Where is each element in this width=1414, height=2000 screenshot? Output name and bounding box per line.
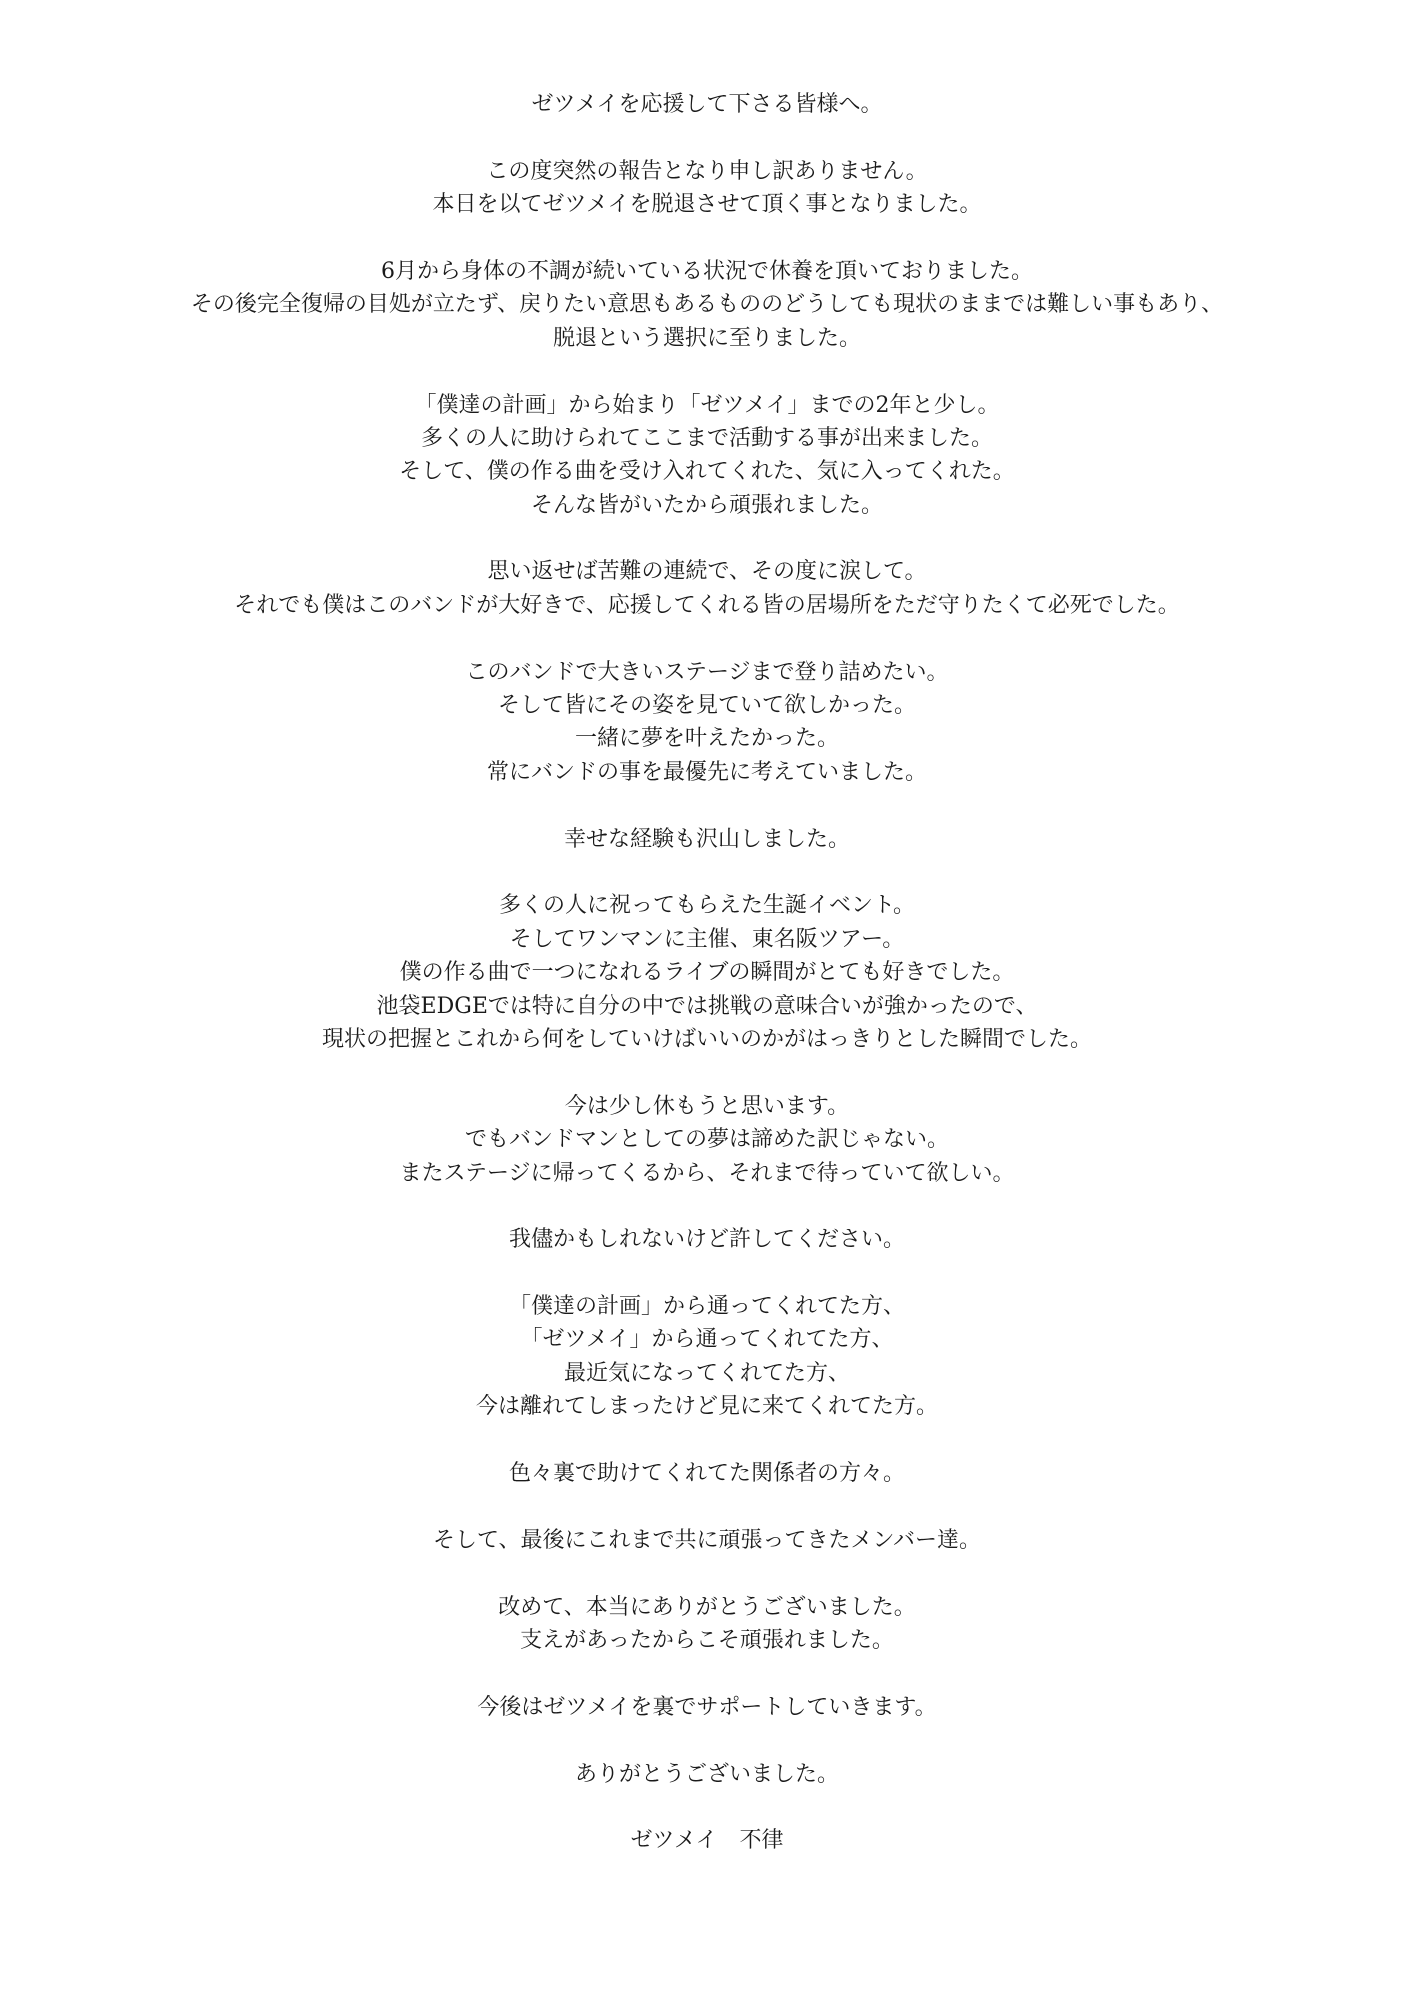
paragraph-future (0, 1691, 1414, 1724)
text-line: 改めて、本当にありがとうございました。 (498, 1594, 916, 1620)
signature (0, 1824, 1414, 1857)
paragraph-history (0, 389, 1414, 523)
text-line: そしてワンマンに主催、東名阪ツアー。 (509, 926, 905, 952)
text-line: そして、最後にこれまで共に頑張ってきたメンバー達。 (432, 1527, 982, 1553)
text-line: 「僕達の計画」から始まり「ゼツメイ」までの2年と少し。 (414, 392, 1000, 418)
text-line: 脱退という選択に至りました。 (552, 325, 861, 351)
paragraph-announcement (0, 155, 1414, 222)
paragraph-dreams (0, 656, 1414, 790)
paragraph-members (0, 1524, 1414, 1557)
text-line: 今は少し休もうと思います。 (564, 1093, 850, 1119)
paragraph-fans (0, 1290, 1414, 1424)
text-line: 僕の作る曲で一つになれるライブの瞬間がとても好きでした。 (399, 960, 1015, 986)
text-line: 思い返せば苦難の連続で、その度に涙して。 (487, 559, 927, 585)
text-line: またステージに帰ってくるから、それまで待っていて欲しい。 (399, 1160, 1015, 1186)
text-line: 最近気になってくれてた方、 (563, 1360, 850, 1386)
letter-body (0, 88, 1414, 1891)
text-line: 多くの人に助けられてここまで活動する事が出来ました。 (420, 425, 993, 451)
text-line: ありがとうございました。 (574, 1761, 839, 1787)
text-line: そして皆にその姿を見ていて欲しかった。 (497, 693, 916, 719)
paragraph-hardships (0, 555, 1414, 622)
text-line: 「僕達の計画」から通ってくれてた方、 (508, 1294, 905, 1320)
text-line: 「ゼツメイ」から通ってくれてた方、 (520, 1327, 894, 1353)
text-line: 色々裏で助けてくれてた関係者の方々。 (508, 1461, 905, 1487)
text-line: 常にバンドの事を最優先に考えていました。 (486, 759, 927, 785)
text-line: 幸せな経験も沢山しました。 (563, 826, 850, 852)
signature-line: ゼツメイ 不律 (630, 1828, 784, 1854)
text-line: 今は離れてしまったけど見に来てくれてた方。 (475, 1394, 938, 1420)
text-line: それでも僕はこのバンドが大好きで、応援してくれる皆の居場所をただ守りたくて必死でした。 (234, 592, 1180, 618)
text-line: 6月から身体の不調が続いている状況で休養を頂いておりました。 (381, 258, 1033, 284)
text-line: この度突然の報告となり申し訳ありません。 (486, 158, 928, 184)
text-line: 一緒に夢を叶えたかった。 (574, 726, 839, 752)
paragraph-greeting (0, 88, 1414, 121)
paragraph-apology (0, 1223, 1414, 1256)
text-line: その後完全復帰の目処が立たず、戻りたい意思もあるもののどうしても現状のままでは難しい事もあり、 (190, 292, 1224, 318)
paragraph-staff (0, 1457, 1414, 1490)
text-line: でもバンドマンとしての夢は諦めた訳じゃない。 (464, 1127, 949, 1153)
paragraph-thanks (0, 1591, 1414, 1658)
paragraph-happy (0, 823, 1414, 856)
paragraph-closing (0, 1758, 1414, 1791)
text-line: 本日を以てゼツメイを脱退させて頂く事となりました。 (432, 192, 982, 218)
text-line: 池袋EDGEでは特に自分の中では挑戦の意味合いが強かったので、 (376, 993, 1038, 1019)
text-line: 我儘かもしれないけど許してください。 (508, 1227, 905, 1253)
paragraph-rest (0, 1090, 1414, 1190)
text-line: 今後はゼツメイを裏でサポートしていきます。 (477, 1694, 937, 1720)
text-line: 多くの人に祝ってもらえた生誕イベント。 (498, 893, 916, 919)
paragraph-reason (0, 255, 1414, 355)
text-line: そんな皆がいたから頑張れました。 (530, 492, 883, 518)
text-line: 現状の把握とこれから何をしていけばいいのかがはっきりとした瞬間でした。 (321, 1026, 1092, 1052)
text-line: 支えがあったからこそ頑張れました。 (520, 1627, 894, 1653)
text-line: そして、僕の作る曲を受け入れてくれた、気に入ってくれた。 (399, 459, 1015, 485)
text-line: このバンドで大きいステージまで登り詰めたい。 (465, 659, 949, 685)
paragraph-memories (0, 889, 1414, 1056)
text-line: ゼツメイを応援して下さる皆様へ。 (531, 92, 883, 117)
